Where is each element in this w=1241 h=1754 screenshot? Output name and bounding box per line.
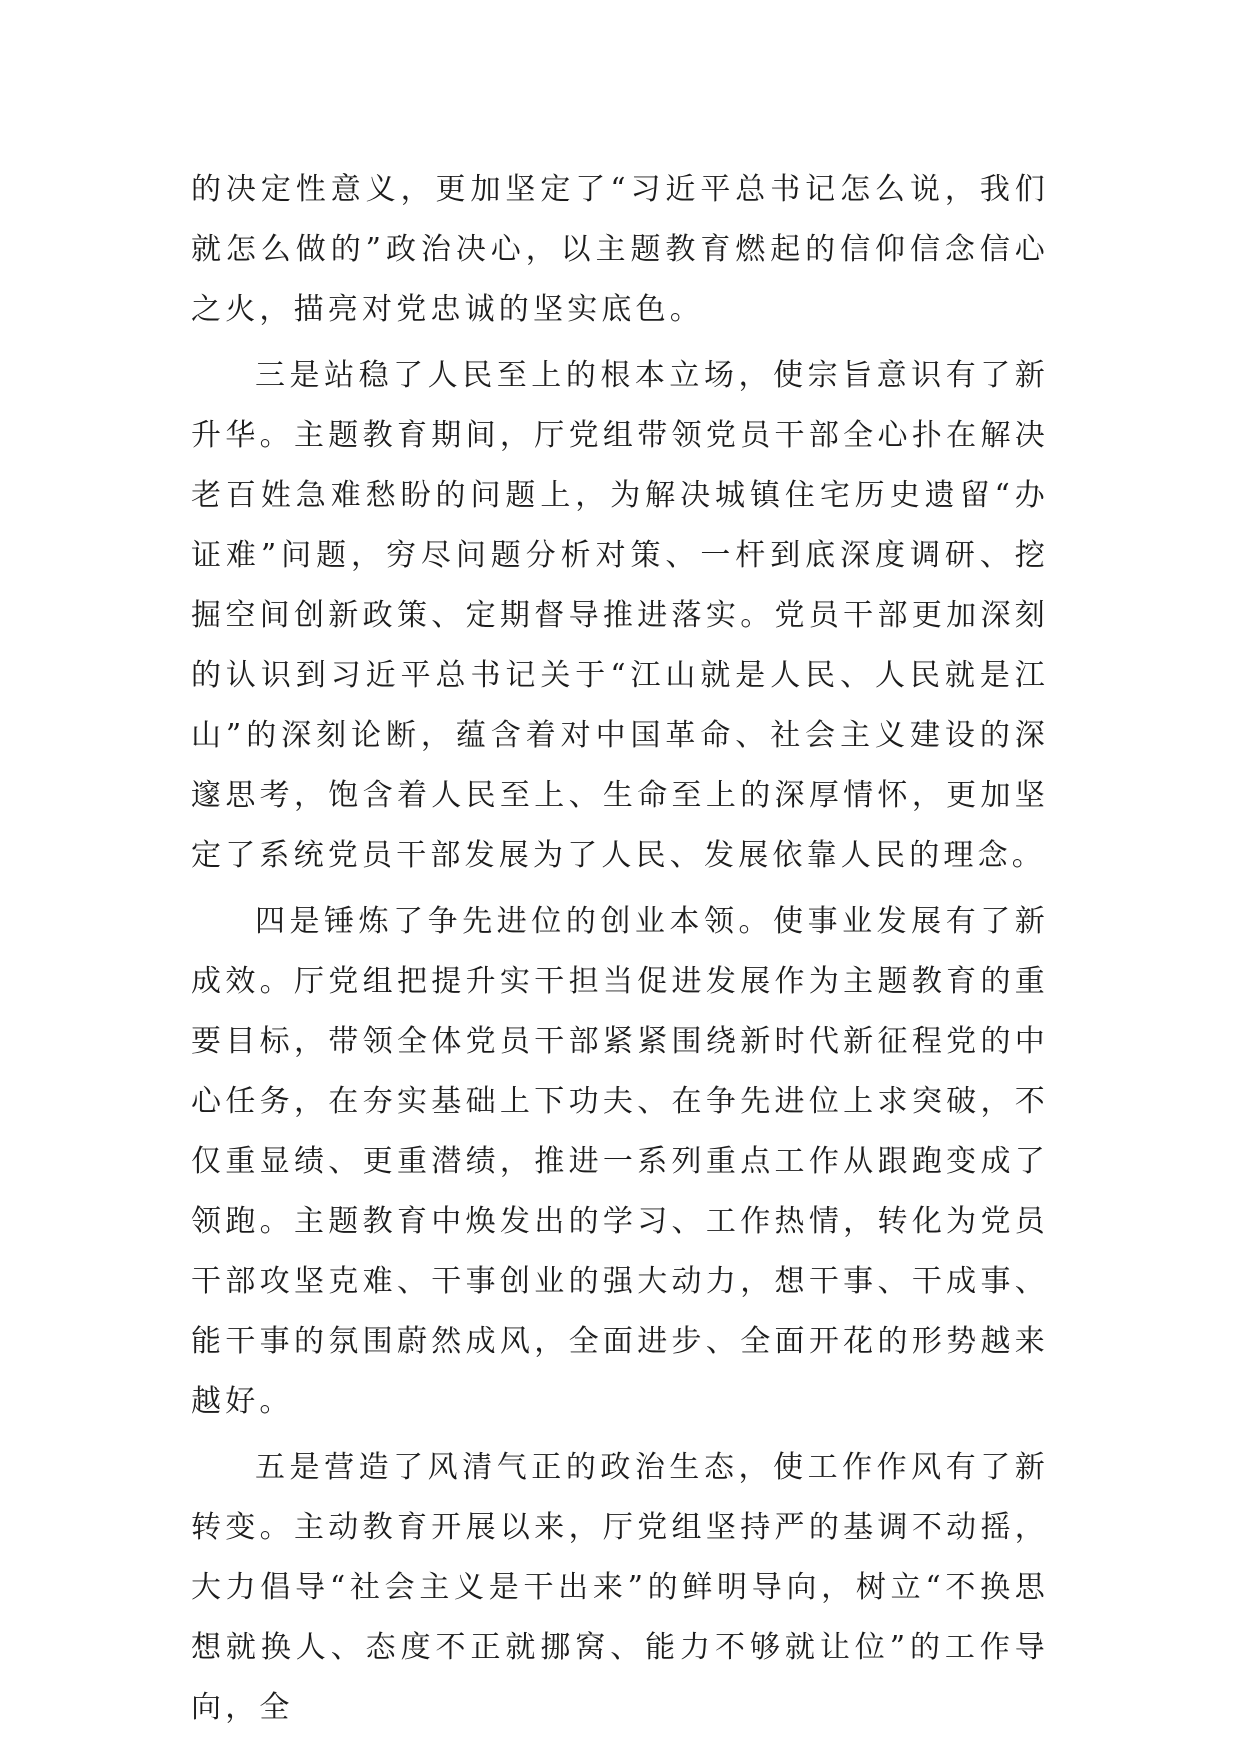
paragraph-point-five: 五是营造了风清气正的政治生态，使工作作风有了新转变。主动教育开展以来，厅党组坚持严的基调不动摇，大力倡导“社会主义是干出来”的鲜明导向，树立“不换思想就换人、态度不正就挪窝、能力不够就让位”的工作导向，全 [191,1450,1049,1725]
paragraph-point-three: 三是站稳了人民至上的根本立场，使宗旨意识有了新升华。主题教育期间，厅党组带领党员干部全心扑在解决老百姓急难愁盼的问题上，为解决城镇住宅历史遗留“办证难”问题，穷尽问题分析对策、一杆到底深度调研、挖掘空间创新政策、定期督导推进落实。党员干部更加深刻的认识到习近平总书记关于“江山就是人民、人民就是江山”的深刻论断，蕴含着对中国革命、社会主义建设的深邃思考，饱含着人民至上、生命至上的深厚情怀，更加坚定了系统党员干部发展为了人民、发展依靠人民的理念。 [191,358,1049,873]
paragraph-continued: 的决定性意义，更加坚定了“习近平总书记怎么说，我们就怎么做的”政治决心，以主题教育燃起的信仰信念信心之火，描亮对党忠诚的坚实底色。 [191,172,1049,327]
document-body [191,160,1049,1744]
paragraph-point-four: 四是锤炼了争先进位的创业本领。使事业发展有了新成效。厅党组把提升实干担当促进发展作为主题教育的重要目标，带领全体党员干部紧紧围绕新时代新征程党的中心任务，在夯实基础上下功夫、在争先进位上求突破，不仅重显绩、更重潜绩，推进一系列重点工作从跟跑变成了领跑。主题教育中焕发出的学习、工作热情，转化为党员干部攻坚克难、干事创业的强大动力，想干事、干成事、能干事的氛围蔚然成风，全面进步、全面开花的形势越来越好。 [191,904,1049,1419]
